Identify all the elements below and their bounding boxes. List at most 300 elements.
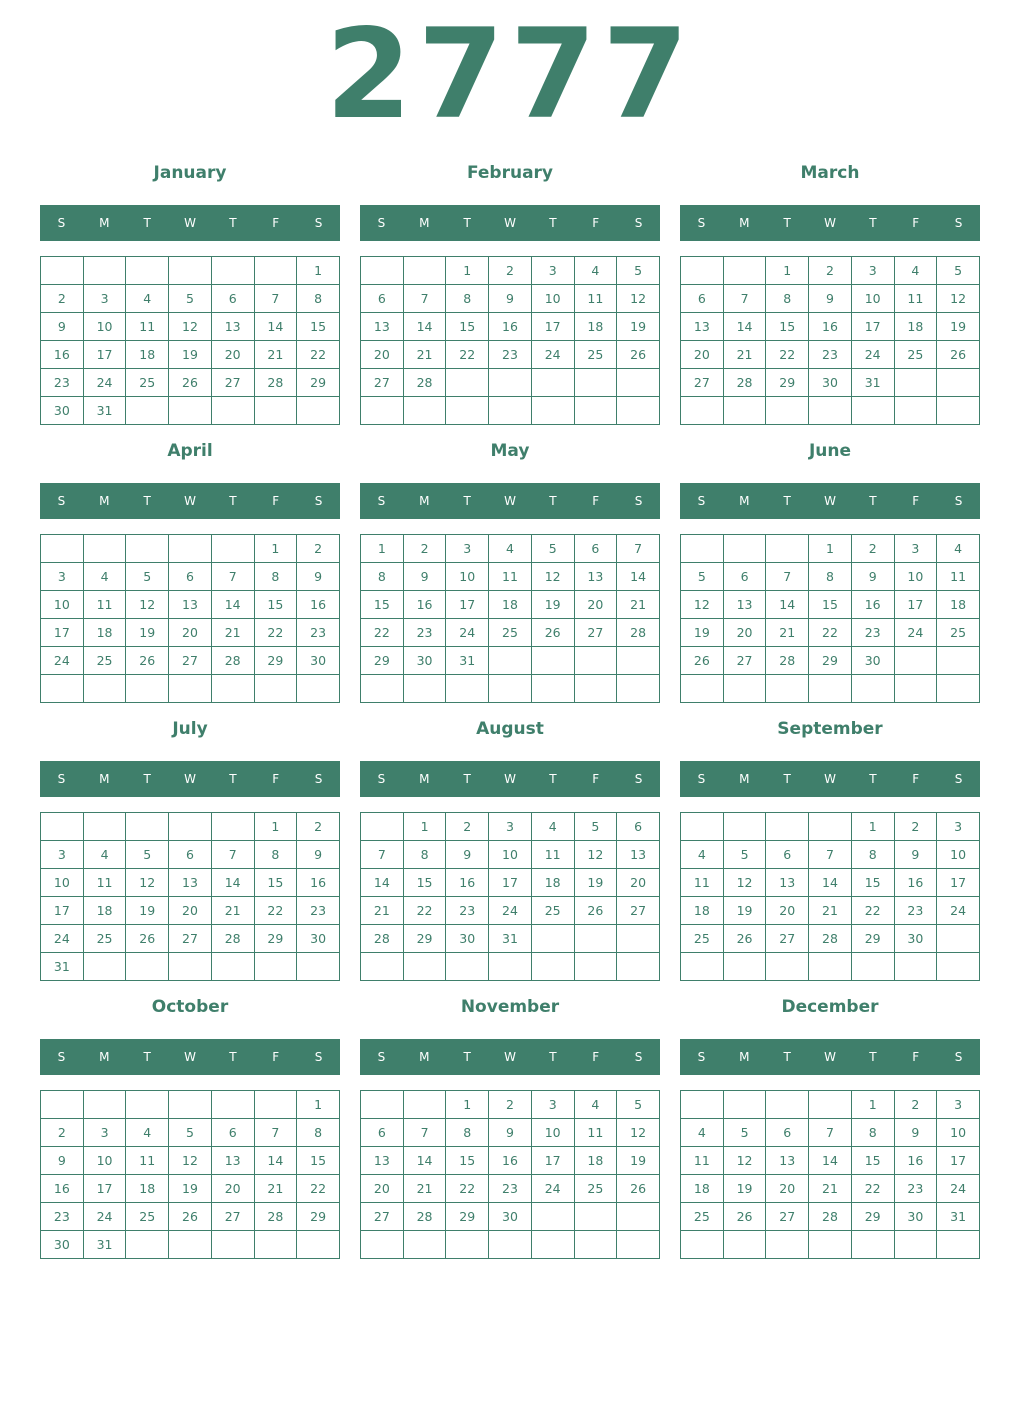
empty-day-cell [531, 925, 574, 953]
empty-day-cell [681, 813, 724, 841]
weekday-label: T [869, 772, 877, 786]
day-cell: 28 [766, 647, 809, 675]
day-cell: 3 [446, 535, 489, 563]
day-cell: 12 [169, 1147, 212, 1175]
empty-day-cell [446, 369, 489, 397]
day-cell: 18 [531, 869, 574, 897]
day-cell: 19 [617, 313, 660, 341]
day-cell: 11 [83, 591, 126, 619]
day-cell: 20 [211, 1175, 254, 1203]
day-cell: 1 [809, 535, 852, 563]
weekday-label: S [57, 494, 66, 508]
day-cell: 21 [361, 897, 404, 925]
day-cell: 2 [297, 535, 340, 563]
week-row [41, 869, 340, 897]
day-grid [40, 256, 340, 425]
empty-day-cell [766, 535, 809, 563]
day-cell: 22 [851, 897, 894, 925]
day-cell: 8 [851, 841, 894, 869]
day-cell: 17 [41, 897, 84, 925]
day-cell: 26 [681, 647, 724, 675]
empty-day-cell [489, 369, 532, 397]
day-cell: 21 [617, 591, 660, 619]
empty-day-cell [574, 1203, 617, 1231]
day-cell: 26 [574, 897, 617, 925]
day-cell: 16 [489, 313, 532, 341]
empty-day-cell [937, 397, 980, 425]
day-cell: 6 [361, 1119, 404, 1147]
empty-day-cell [489, 397, 532, 425]
day-cell: 11 [126, 1147, 169, 1175]
empty-day-cell [446, 953, 489, 981]
day-cell: 19 [531, 591, 574, 619]
day-cell: 11 [681, 869, 724, 897]
week-row [41, 563, 340, 591]
day-cell: 7 [809, 841, 852, 869]
day-cell: 27 [617, 897, 660, 925]
weekday-label: M [99, 216, 110, 230]
day-cell: 29 [297, 1203, 340, 1231]
empty-day-cell [617, 953, 660, 981]
empty-day-cell [937, 675, 980, 703]
day-cell: 17 [531, 313, 574, 341]
day-cell: 28 [211, 925, 254, 953]
empty-day-cell [41, 1091, 84, 1119]
day-cell: 5 [723, 1119, 766, 1147]
empty-day-cell [894, 647, 937, 675]
week-row [41, 341, 340, 369]
day-cell: 15 [254, 869, 297, 897]
weekday-label: F [912, 494, 920, 508]
day-cell: 30 [489, 1203, 532, 1231]
day-cell: 22 [446, 341, 489, 369]
empty-day-cell [254, 397, 297, 425]
day-cell: 6 [617, 813, 660, 841]
day-cell: 23 [403, 619, 446, 647]
week-row [681, 1147, 980, 1175]
weekday-label: F [272, 494, 280, 508]
empty-day-cell [211, 1091, 254, 1119]
week-row [681, 591, 980, 619]
day-cell: 27 [361, 369, 404, 397]
day-cell: 10 [531, 285, 574, 313]
day-cell: 2 [489, 257, 532, 285]
day-cell: 27 [211, 1203, 254, 1231]
day-cell: 17 [531, 1147, 574, 1175]
empty-day-cell [723, 397, 766, 425]
empty-day-cell [361, 813, 404, 841]
day-cell: 1 [254, 535, 297, 563]
empty-day-cell [723, 675, 766, 703]
day-cell: 11 [83, 869, 126, 897]
weekday-header [360, 483, 660, 519]
weekday-label: M [419, 772, 430, 786]
weekday-label: S [377, 1050, 386, 1064]
day-cell: 21 [211, 619, 254, 647]
day-cell: 1 [297, 257, 340, 285]
weekday-label: T [143, 216, 151, 230]
empty-day-cell [894, 397, 937, 425]
week-row [41, 369, 340, 397]
day-cell: 23 [851, 619, 894, 647]
empty-day-cell [361, 953, 404, 981]
empty-day-cell [361, 397, 404, 425]
day-cell: 19 [574, 869, 617, 897]
weekday-label: T [869, 1050, 877, 1064]
weekday-label: W [504, 1050, 516, 1064]
empty-day-cell [489, 647, 532, 675]
day-cell: 14 [809, 869, 852, 897]
day-cell: 25 [937, 619, 980, 647]
weekday-label: W [184, 216, 196, 230]
week-row [361, 285, 660, 313]
day-grid [680, 534, 980, 703]
empty-day-cell [446, 675, 489, 703]
empty-day-cell [254, 675, 297, 703]
day-cell: 21 [723, 341, 766, 369]
empty-day-cell [766, 675, 809, 703]
empty-day-cell [361, 257, 404, 285]
week-row [361, 1231, 660, 1259]
empty-day-cell [617, 925, 660, 953]
empty-day-cell [254, 953, 297, 981]
week-row [361, 813, 660, 841]
empty-day-cell [254, 1231, 297, 1259]
week-row [681, 1091, 980, 1119]
weekday-label: S [314, 1050, 323, 1064]
weekday-label: F [912, 1050, 920, 1064]
day-cell: 15 [851, 869, 894, 897]
week-row [681, 285, 980, 313]
empty-day-cell [937, 953, 980, 981]
empty-day-cell [211, 257, 254, 285]
day-cell: 31 [489, 925, 532, 953]
day-cell: 20 [169, 619, 212, 647]
empty-day-cell [83, 1091, 126, 1119]
day-cell: 15 [446, 1147, 489, 1175]
empty-day-cell [297, 1231, 340, 1259]
day-cell: 15 [766, 313, 809, 341]
day-cell: 21 [211, 897, 254, 925]
empty-day-cell [297, 953, 340, 981]
day-cell: 22 [297, 1175, 340, 1203]
empty-day-cell [41, 535, 84, 563]
day-cell: 26 [126, 647, 169, 675]
empty-day-cell [894, 369, 937, 397]
empty-day-cell [766, 397, 809, 425]
day-cell: 27 [766, 1203, 809, 1231]
day-cell: 5 [617, 1091, 660, 1119]
day-cell: 12 [617, 1119, 660, 1147]
day-cell: 1 [254, 813, 297, 841]
empty-day-cell [574, 953, 617, 981]
day-cell: 4 [83, 563, 126, 591]
day-cell: 8 [851, 1119, 894, 1147]
week-row [41, 257, 340, 285]
day-cell: 4 [531, 813, 574, 841]
empty-day-cell [83, 675, 126, 703]
day-cell: 25 [894, 341, 937, 369]
day-cell: 17 [937, 1147, 980, 1175]
day-cell: 24 [41, 925, 84, 953]
day-cell: 29 [766, 369, 809, 397]
month-name: January [153, 163, 227, 183]
day-cell: 19 [723, 1175, 766, 1203]
weekday-label: T [463, 772, 471, 786]
weekday-header [40, 1039, 340, 1075]
weekday-label: W [824, 494, 836, 508]
day-cell: 2 [403, 535, 446, 563]
empty-day-cell [574, 675, 617, 703]
day-cell: 20 [169, 897, 212, 925]
empty-day-cell [531, 675, 574, 703]
day-cell: 3 [937, 1091, 980, 1119]
month-name: September [777, 719, 883, 739]
weekday-label: F [592, 772, 600, 786]
day-cell: 10 [41, 869, 84, 897]
day-cell: 28 [617, 619, 660, 647]
day-cell: 13 [169, 591, 212, 619]
day-cell: 5 [617, 257, 660, 285]
day-cell: 13 [361, 313, 404, 341]
day-cell: 17 [83, 1175, 126, 1203]
day-cell: 27 [574, 619, 617, 647]
empty-day-cell [211, 813, 254, 841]
empty-day-cell [83, 257, 126, 285]
weekday-label: W [504, 772, 516, 786]
empty-day-cell [254, 1091, 297, 1119]
weekday-label: F [592, 494, 600, 508]
day-cell: 22 [361, 619, 404, 647]
empty-day-cell [766, 813, 809, 841]
empty-day-cell [531, 647, 574, 675]
day-cell: 24 [531, 341, 574, 369]
empty-day-cell [681, 1231, 724, 1259]
day-grid [360, 534, 660, 703]
day-cell: 24 [894, 619, 937, 647]
empty-day-cell [937, 1231, 980, 1259]
day-cell: 1 [446, 1091, 489, 1119]
day-cell: 9 [851, 563, 894, 591]
day-grid [360, 256, 660, 425]
day-cell: 9 [809, 285, 852, 313]
day-cell: 23 [489, 341, 532, 369]
day-cell: 28 [403, 369, 446, 397]
day-cell: 14 [766, 591, 809, 619]
day-cell: 2 [809, 257, 852, 285]
day-cell: 6 [681, 285, 724, 313]
day-cell: 26 [723, 925, 766, 953]
weekday-label: S [377, 772, 386, 786]
empty-day-cell [574, 925, 617, 953]
day-cell: 18 [489, 591, 532, 619]
day-grid [360, 1090, 660, 1259]
day-cell: 21 [403, 1175, 446, 1203]
day-cell: 19 [169, 341, 212, 369]
empty-day-cell [574, 647, 617, 675]
day-cell: 9 [41, 313, 84, 341]
month-name: August [476, 719, 544, 739]
empty-day-cell [809, 1231, 852, 1259]
weekday-label: F [272, 216, 280, 230]
empty-day-cell [361, 1091, 404, 1119]
empty-day-cell [851, 953, 894, 981]
day-cell: 12 [617, 285, 660, 313]
day-cell: 19 [723, 897, 766, 925]
day-cell: 18 [83, 897, 126, 925]
empty-day-cell [617, 1203, 660, 1231]
day-cell: 10 [851, 285, 894, 313]
day-cell: 21 [254, 1175, 297, 1203]
empty-day-cell [211, 1231, 254, 1259]
day-cell: 10 [446, 563, 489, 591]
week-row [41, 285, 340, 313]
week-row [681, 341, 980, 369]
weekday-header [360, 761, 660, 797]
empty-day-cell [169, 675, 212, 703]
day-cell: 10 [83, 1147, 126, 1175]
empty-day-cell [403, 397, 446, 425]
empty-day-cell [681, 1091, 724, 1119]
day-cell: 15 [297, 1147, 340, 1175]
day-cell: 14 [254, 313, 297, 341]
day-cell: 20 [361, 341, 404, 369]
day-cell: 31 [83, 1231, 126, 1259]
day-cell: 1 [851, 813, 894, 841]
day-cell: 14 [403, 313, 446, 341]
month-name: November [460, 997, 560, 1017]
day-cell: 14 [723, 313, 766, 341]
day-cell: 5 [574, 813, 617, 841]
day-cell: 21 [809, 1175, 852, 1203]
day-cell: 28 [361, 925, 404, 953]
day-cell: 20 [681, 341, 724, 369]
day-cell: 28 [723, 369, 766, 397]
month-name: December [781, 997, 879, 1017]
empty-day-cell [126, 1231, 169, 1259]
empty-day-cell [531, 397, 574, 425]
empty-day-cell [766, 953, 809, 981]
day-cell: 15 [851, 1147, 894, 1175]
week-row [361, 1119, 660, 1147]
month-name: October [151, 997, 229, 1017]
day-cell: 26 [126, 925, 169, 953]
day-cell: 2 [297, 813, 340, 841]
empty-day-cell [126, 397, 169, 425]
day-cell: 12 [169, 313, 212, 341]
empty-day-cell [809, 1091, 852, 1119]
day-cell: 26 [617, 341, 660, 369]
empty-day-cell [489, 675, 532, 703]
day-cell: 25 [574, 341, 617, 369]
empty-day-cell [574, 369, 617, 397]
week-row [681, 1231, 980, 1259]
day-cell: 7 [809, 1119, 852, 1147]
week-row [41, 1091, 340, 1119]
day-cell: 18 [83, 619, 126, 647]
empty-day-cell [894, 953, 937, 981]
day-grid [680, 256, 980, 425]
empty-day-cell [937, 647, 980, 675]
day-cell: 16 [894, 869, 937, 897]
day-cell: 7 [617, 535, 660, 563]
day-cell: 20 [723, 619, 766, 647]
week-row [681, 563, 980, 591]
day-cell: 25 [531, 897, 574, 925]
day-cell: 29 [851, 1203, 894, 1231]
day-grid [40, 534, 340, 703]
day-cell: 30 [894, 1203, 937, 1231]
weekday-label: M [739, 494, 750, 508]
week-row [361, 869, 660, 897]
month-name: June [808, 441, 852, 461]
day-cell: 17 [83, 341, 126, 369]
day-cell: 19 [169, 1175, 212, 1203]
month-name: May [490, 441, 530, 461]
week-row [41, 675, 340, 703]
weekday-label: S [57, 772, 66, 786]
day-cell: 7 [254, 1119, 297, 1147]
week-row [41, 1119, 340, 1147]
day-cell: 30 [297, 647, 340, 675]
day-cell: 8 [403, 841, 446, 869]
empty-day-cell [361, 675, 404, 703]
weekday-header [680, 761, 980, 797]
weekday-label: F [272, 1050, 280, 1064]
weekday-label: T [783, 494, 791, 508]
empty-day-cell [894, 675, 937, 703]
day-cell: 23 [297, 619, 340, 647]
day-cell: 15 [809, 591, 852, 619]
weekday-label: W [824, 216, 836, 230]
weekday-label: T [229, 494, 237, 508]
day-cell: 10 [531, 1119, 574, 1147]
day-cell: 28 [809, 1203, 852, 1231]
empty-day-cell [937, 369, 980, 397]
weekday-label: S [314, 216, 323, 230]
week-row [361, 563, 660, 591]
day-cell: 22 [297, 341, 340, 369]
day-cell: 17 [851, 313, 894, 341]
month-name: July [172, 719, 208, 739]
day-cell: 18 [681, 1175, 724, 1203]
weekday-label: S [697, 216, 706, 230]
week-row [361, 313, 660, 341]
weekday-header [40, 205, 340, 241]
day-cell: 12 [574, 841, 617, 869]
day-cell: 28 [809, 925, 852, 953]
day-cell: 23 [489, 1175, 532, 1203]
day-cell: 24 [937, 1175, 980, 1203]
day-cell: 7 [403, 1119, 446, 1147]
empty-day-cell [211, 397, 254, 425]
weekday-label: W [184, 494, 196, 508]
day-cell: 15 [361, 591, 404, 619]
empty-day-cell [169, 397, 212, 425]
week-row [41, 925, 340, 953]
day-cell: 9 [297, 563, 340, 591]
day-cell: 29 [297, 369, 340, 397]
day-cell: 22 [254, 619, 297, 647]
weekday-label: F [912, 772, 920, 786]
day-cell: 13 [169, 869, 212, 897]
day-cell: 20 [361, 1175, 404, 1203]
day-cell: 5 [531, 535, 574, 563]
day-cell: 3 [83, 1119, 126, 1147]
empty-day-cell [489, 1231, 532, 1259]
day-cell: 7 [211, 563, 254, 591]
week-row [41, 313, 340, 341]
